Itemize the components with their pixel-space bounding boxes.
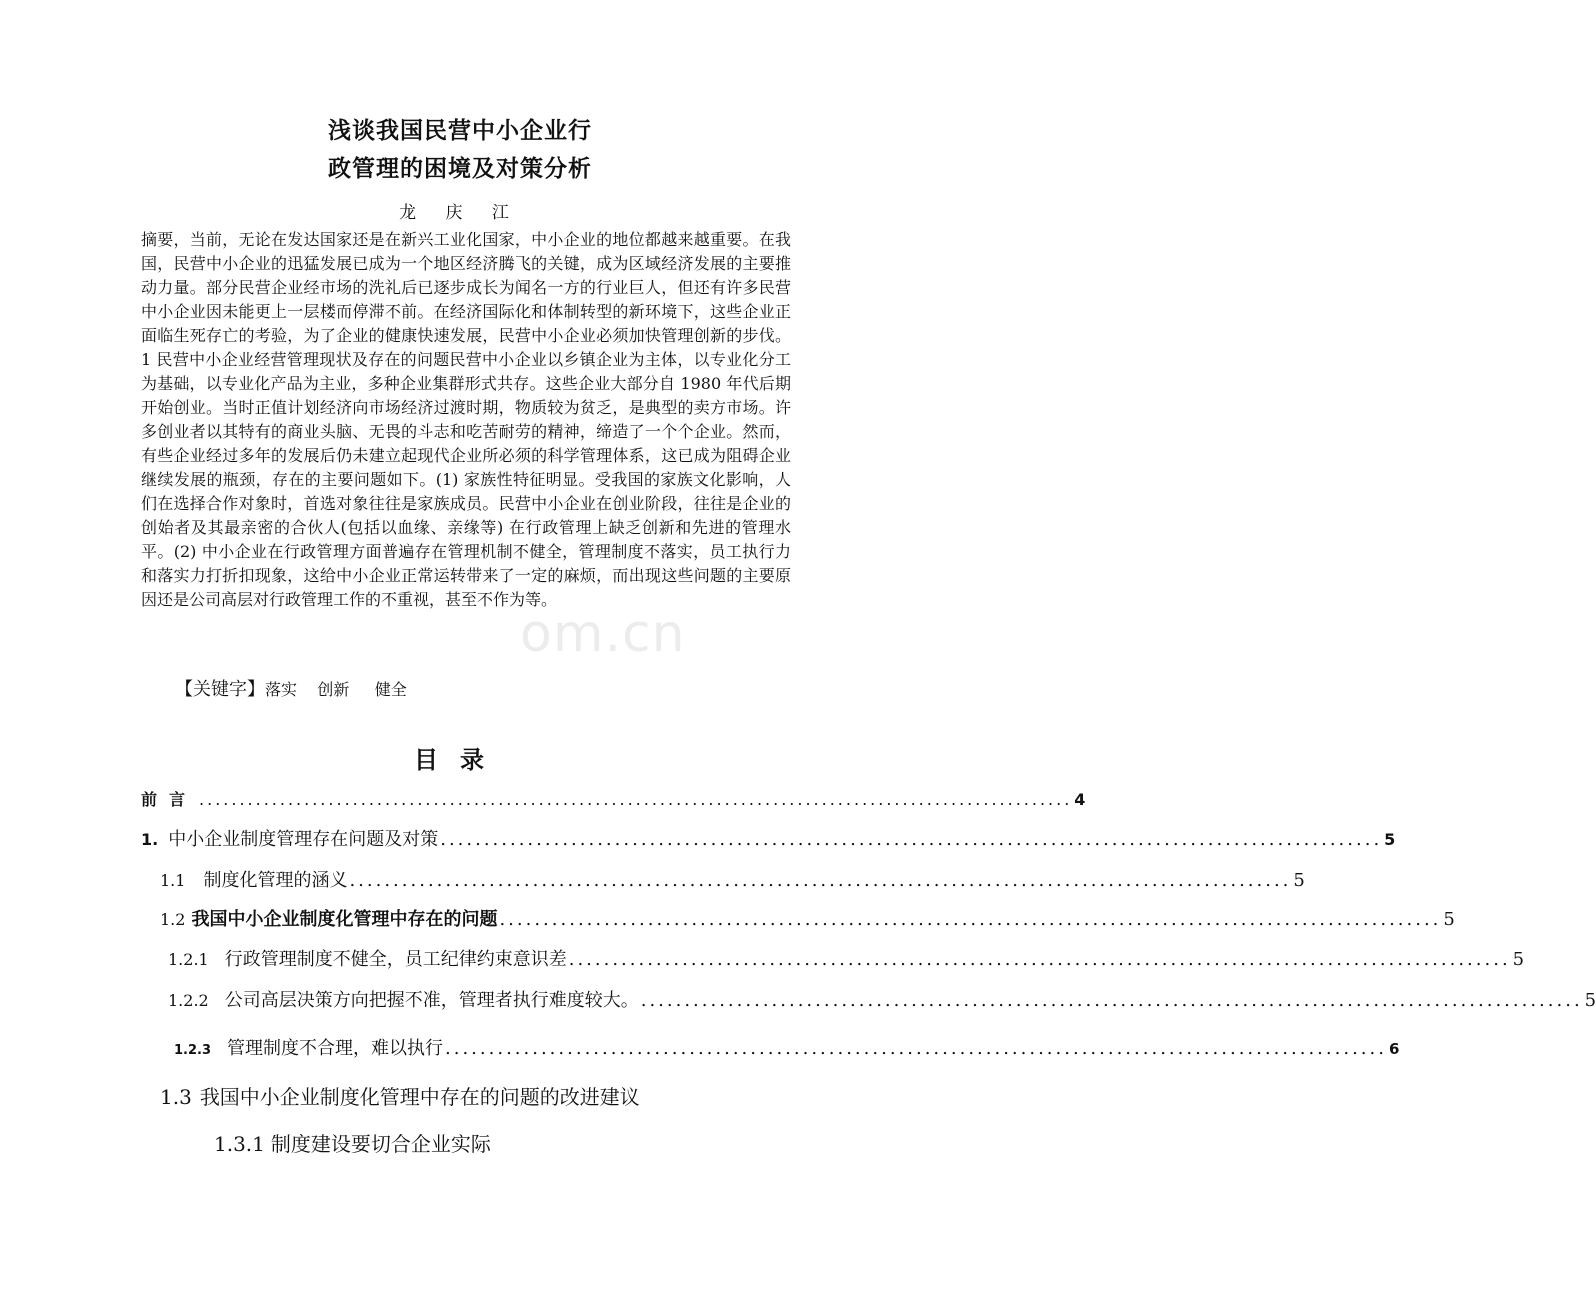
toc-entry-1-2[interactable]	[160, 905, 1455, 931]
watermark: om.cn	[520, 604, 686, 664]
toc-entry-1-2-1[interactable]	[168, 945, 1525, 971]
toc-leader-dots: ............................................................................................................	[199, 790, 1073, 809]
toc-entry-page: 5	[1293, 870, 1305, 891]
toc-entry-number: 1.1	[160, 871, 186, 890]
toc-entry-1-1[interactable]	[160, 866, 1305, 892]
toc-entry-page: 4	[1074, 790, 1086, 809]
toc-entry-1-3-1[interactable]	[214, 1128, 774, 1157]
document-title-line-1: 浅谈我国民营中小企业行	[328, 118, 592, 144]
toc-entry-text: 前言	[141, 790, 198, 809]
toc-entry-1-2-2[interactable]	[168, 986, 1596, 1012]
toc-entry-1-3[interactable]	[160, 1081, 800, 1110]
toc-leader-dots: ............................................................................................................	[349, 870, 1292, 891]
author-name: 龙 庆 江	[399, 203, 521, 223]
toc-entry-page: 6	[1388, 1040, 1400, 1058]
toc-entry-number: 1.3.1	[214, 1132, 265, 1156]
toc-entry-preface[interactable]	[141, 787, 1086, 810]
toc-entry-number: 1.3	[160, 1085, 192, 1109]
toc-entry-number: 1.2.1	[168, 950, 209, 969]
toc-entry-text: 制度建设要切合企业实际	[270, 1132, 491, 1156]
keywords-label: 【关键字】	[175, 679, 265, 700]
toc-entry-1[interactable]	[141, 825, 1396, 851]
abstract-paragraph: 摘要，当前，无论在发达国家还是在新兴工业化国家，中小企业的地位都越来越重要。在我国，民营中小企业的迅猛发展已成为一个地区经济腾飞的关键，成为区域经济发展的主要推动力量。部分民营企业经市场的洗礼后已逐步成长为闻名一方的行业巨人，但还有许多民营中小企业因未能更上一层楼而停滞不前。在经济国际化和体制转型的新环境下，这些企业正面临生死存亡的考验，为了企业的健康快速发展，民营中小企业必须加快管理创新的步伐。1 民营中小企业经营管理现状及存在的问题民营中小企业以乡镇企业为主体，以专业化分工为基础，以专业化产品为主业，多种企业集群形式共存。这些企业大部分自 1980 年代后期开始创业。当时正值计划经济向市场经济过渡时期，物质较为贫乏，是典型的卖方市场。许多创业者以其特有的商业头脑、无畏的斗志和吃苦耐劳的精神，缔造了一个个企业。然而，有些企业经过多年的发展后仍未建立起现代企业所必须的科学管理体系，这已成为阻碍企业继续发展的瓶颈，存在的主要问题如下。(1) 家族性特征明显。受我国的家族文化影响，人们在选择合作对象时，首选对象往往是家族成员。民营中小企业在创业阶段，往往是企业的创始者及其最亲密的合伙人(包括以血缘、亲缘等) 在行政管理上缺乏创新和先进的管理水平。(2) 中小企业在行政管理方面普遍存在管理机制不健全，管理制度不落实，员工执行力和落实力打折扣现象，这给中小企业正常运转带来了一定的麻烦，而出现这些问题的主要原因还是公司高层对行政管理工作的不重视，甚至不作为等。	[141, 230, 791, 609]
toc-entry-page: 5	[1443, 909, 1455, 930]
toc-entry-number: 1.2	[160, 910, 186, 929]
toc-title: 目录	[414, 746, 506, 774]
toc-leader-dots: ............................................................................................................	[440, 829, 1383, 850]
keywords-list: 落实 创新 健全	[265, 680, 407, 699]
toc-entry-text: 行政管理制度不健全，员工纪律约束意识差	[224, 949, 567, 970]
toc-entry-text: 制度化管理的涵义	[203, 870, 348, 891]
toc-entry-text: 我国中小企业制度化管理中存在的问题	[191, 909, 498, 930]
toc-leader-dots: ............................................................................................................	[568, 949, 1511, 970]
toc-entry-page: 5	[1512, 949, 1525, 970]
toc-entry-page: 5	[1384, 830, 1396, 849]
toc-entry-text: 我国中小企业制度化管理中存在的问题的改进建议	[199, 1085, 640, 1109]
toc-entry-text: 公司高层决策方向把握不准，管理者执行难度较大。	[224, 990, 639, 1011]
document-title-line-2: 政管理的困境及对策分析	[328, 156, 592, 182]
toc-leader-dots: ............................................................................................................	[499, 909, 1442, 930]
toc-entry-number: 1.	[141, 830, 159, 849]
toc-entry-number: 1.2.3	[174, 1043, 212, 1058]
toc-leader-dots: ............................................................................................................	[445, 1038, 1387, 1059]
toc-entry-page: 5	[1584, 990, 1596, 1011]
toc-entry-text: 管理制度不合理，难以执行	[227, 1038, 444, 1059]
toc-entry-text: 中小企业制度管理存在问题及对策	[168, 829, 439, 850]
toc-leader-dots: ............................................................................................................	[640, 990, 1583, 1011]
keywords-line	[175, 675, 407, 701]
toc-entry-1-2-3[interactable]	[174, 1034, 1400, 1060]
toc-entry-number: 1.2.2	[168, 991, 209, 1010]
